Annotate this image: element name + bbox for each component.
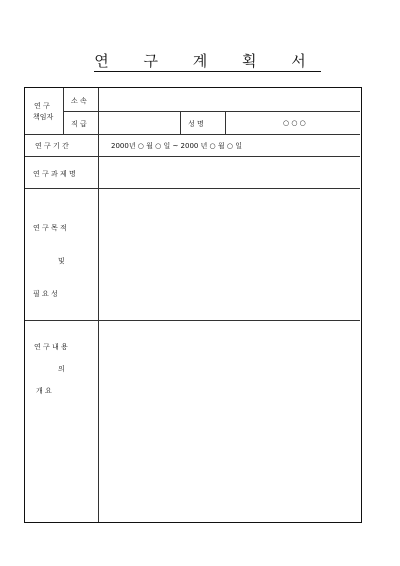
- content-label-line3: 개 요: [36, 387, 52, 395]
- name-label: 성 명: [188, 120, 204, 128]
- label-column-divider: [98, 88, 99, 522]
- purpose-row-bottom: [25, 320, 360, 321]
- content-label-line2: 의: [58, 365, 65, 373]
- period-field[interactable]: 2000년 ○ 월 ○ 일 ~ 2000 년 ○ 월 ○ 일: [111, 142, 242, 150]
- period-row-bottom: [25, 156, 360, 157]
- page-title: [0, 50, 400, 71]
- name-field[interactable]: ○ ○ ○: [283, 119, 306, 127]
- period-label: 연 구 기 간: [35, 142, 69, 150]
- researcher-label-line1: 연 구: [34, 102, 50, 110]
- project-name-field[interactable]: [103, 169, 353, 179]
- page-title-text: 연 구 계 획 서: [94, 52, 321, 70]
- researcher-label-line2: 책임자: [33, 113, 54, 121]
- position-label: 직 급: [71, 120, 87, 128]
- affiliation-field[interactable]: [103, 96, 353, 106]
- research-plan-form: [24, 87, 362, 523]
- affiliation-label: 소 속: [71, 97, 87, 105]
- name-label-left-divider: [180, 111, 181, 134]
- purpose-field[interactable]: [103, 193, 353, 313]
- name-label-right-divider: [225, 111, 226, 134]
- purpose-label-line2: 및: [58, 257, 65, 265]
- project-name-label: 연 구 과 제 명: [33, 170, 76, 178]
- affiliation-row-divider: [63, 111, 360, 112]
- content-label-line1: 연 구 내 용: [34, 343, 68, 351]
- purpose-label-line3: 필 요 성: [33, 290, 58, 298]
- project-name-row-bottom: [25, 188, 360, 189]
- content-field[interactable]: [103, 326, 353, 516]
- researcher-row-bottom: [25, 134, 360, 135]
- position-field[interactable]: [103, 119, 175, 129]
- purpose-label-line1: 연 구 목 적: [33, 224, 67, 232]
